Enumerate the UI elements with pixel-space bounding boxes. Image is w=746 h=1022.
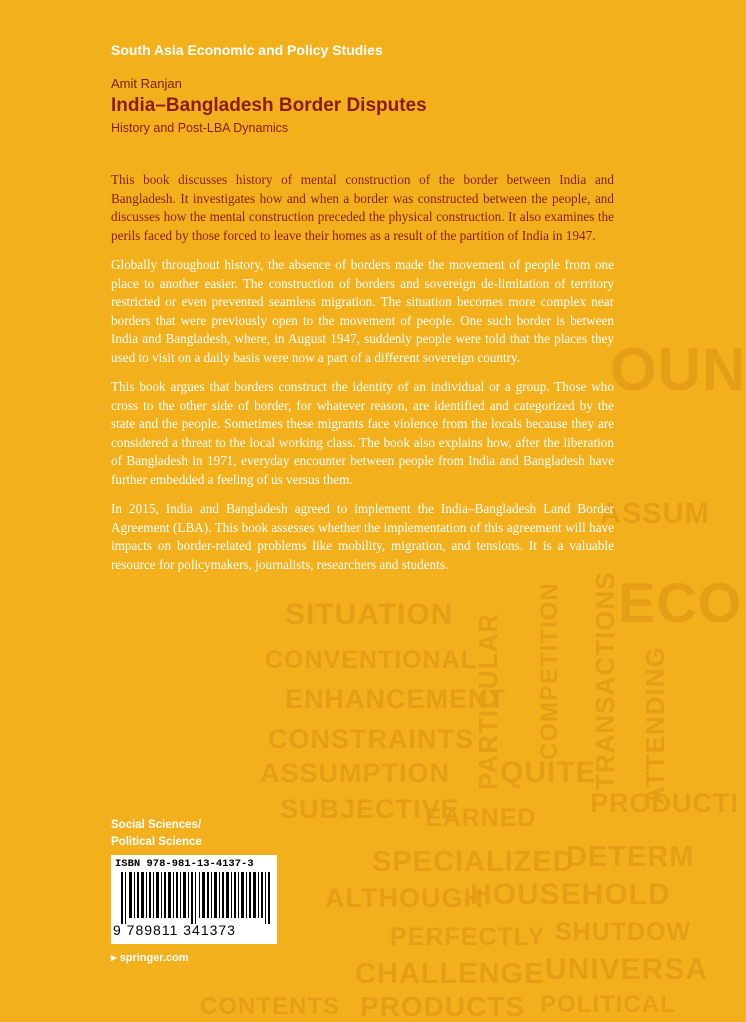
publisher-website[interactable]: ▸ springer.com [111, 952, 189, 964]
barcode-number: 9 789811 341373 [113, 922, 236, 938]
book-subtitle: History and Post-LBA Dynamics [111, 121, 289, 135]
bg-word: TRANSACTIONS [590, 571, 620, 790]
isbn-text: ISBN 978-981-13-4137-3 [115, 858, 254, 870]
bg-word: ATTENDING [640, 646, 670, 805]
bg-word: SITUATION [285, 598, 454, 631]
book-title: India–Bangladesh Border Disputes [111, 95, 427, 116]
blurb-paragraph: This book argues that borders construct the identity of an individual or a group. Those who cross to the other side of border, for whatever reason, are identified and categorized by the state and the people. Sometimes these migrants face violence from the locals because they are considered a threat to the local working class. The book also explains how, after the liberation of Bangladesh in 1971, everyday encounter between people from India and Bangladesh have further embedded a feeling of us versus them. [111, 379, 614, 487]
bg-word: COMPETITION [536, 582, 563, 760]
bg-word: PARTICULAR [473, 612, 503, 790]
bg-word: UNIVERSA [545, 953, 709, 986]
blurb-paragraph: Globally throughout history, the absence of borders made the movement of people from one place to another easier. The construction of borders and sovereign de-limitation of territory restricted or even prevented seamless migration. The situation becomes more complex near borders that were previously open to the movement of people. One such border is between India and Bangladesh, where, in August 1947, suddenly people were told that the places they used to visit on a daily basis were now a part of a different sovereign country. [111, 257, 614, 365]
bg-word: PRODUCTS [360, 991, 526, 1022]
blurb-paragraph: This book discusses history of mental construction of the border between India and Bangladesh. It investigates how and when a border was constructed between the people, and discusses how the mental construction preceded the physical construction. It also examines the perils faced by those forced to leave their homes as a result of the partition of India in 1947. [111, 172, 614, 243]
bg-word: HOUSEHOLD [470, 878, 671, 911]
bg-word: ECO [618, 571, 743, 634]
bg-word: OUN [610, 336, 746, 403]
barcode [111, 855, 277, 944]
bg-word: CONTENTS [200, 993, 340, 1020]
bg-word: POLITICAL [540, 991, 676, 1018]
subject-category [111, 817, 202, 851]
bg-word: SPECIALIZED [372, 846, 575, 878]
subject-line: Political Science [111, 836, 202, 848]
blurb-paragraph: In 2015, India and Bangladesh agreed to implement the India–Bangladesh Land Border Agreement (LBA). This book assesses whether the implementation of this agreement will have impacts on border-related problems like mobility, migration, and tensions. It is a valuable resource for policymakers, journalists, researchers and students. [111, 501, 614, 572]
bg-word: EARNED [425, 804, 537, 832]
bg-word: PRODUCTI [590, 788, 739, 818]
bg-word: ASSUMPTION [260, 758, 451, 788]
bg-word: CHALLENGE [355, 958, 545, 990]
bg-word: DETERM [566, 841, 695, 873]
blurb [111, 171, 614, 585]
subject-line: Social Sciences/ [111, 819, 202, 831]
series-name: South Asia Economic and Policy Studies [111, 42, 383, 58]
author-name: Amit Ranjan [111, 76, 182, 91]
bg-word: ALTHOUGH [325, 883, 484, 913]
bg-word: PERFECTLY [390, 923, 546, 951]
bg-word: ASSUM [600, 498, 710, 530]
bg-word: SUBJECTIVE [280, 794, 460, 824]
bg-word: CONSTRAINTS [268, 724, 474, 754]
bg-word: ENHANCEMENT [285, 684, 507, 714]
bg-word: CONVENTIONAL [265, 646, 477, 674]
barcode-bars [121, 872, 271, 924]
bg-word: SHUTDOW [555, 918, 692, 946]
bg-word: QUITE [500, 756, 597, 789]
